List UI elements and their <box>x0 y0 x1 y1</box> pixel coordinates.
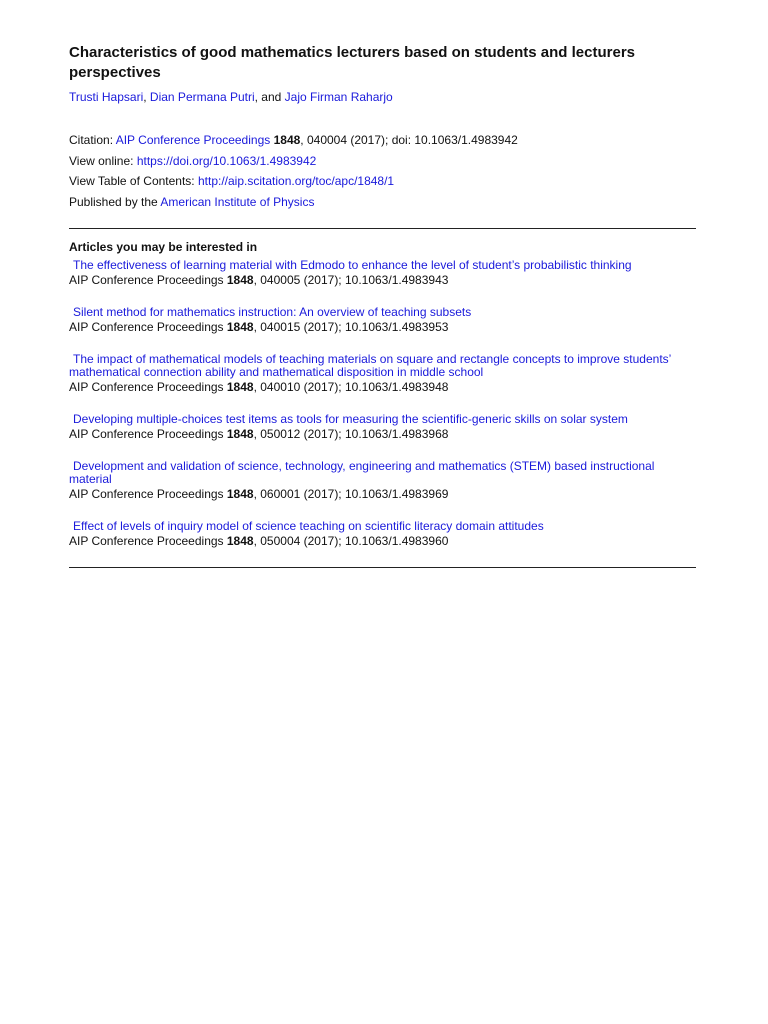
journal-link[interactable]: AIP Conference Proceedings <box>115 133 271 147</box>
doi-link[interactable]: https://doi.org/10.1063/1.4983942 <box>136 153 317 168</box>
article-journal: AIP Conference Proceedings <box>69 272 227 287</box>
citation-line <box>69 133 696 154</box>
article-journal: AIP Conference Proceedings <box>69 379 227 394</box>
article-citation <box>69 321 696 334</box>
article-title-link[interactable]: Silent method for mathematics instruction: An overview of teaching subsets <box>73 304 472 319</box>
author-link-3[interactable]: Jajo Firman Raharjo <box>284 90 393 104</box>
list-item <box>69 259 696 287</box>
divider <box>69 228 696 229</box>
article-title-link[interactable]: Effect of levels of inquiry model of science teaching on scientific literacy domain attitudes <box>73 518 544 533</box>
article-citation <box>69 488 696 501</box>
author-separator: , and <box>254 90 285 104</box>
citation-label: Citation: <box>69 133 116 147</box>
article-title-link[interactable]: The effectiveness of learning material with Edmodo to enhance the level of student’s probabilistic thinking <box>73 257 632 272</box>
author-link-2[interactable]: Dian Permana Putri <box>149 90 255 104</box>
article-citation <box>69 535 696 548</box>
list-item <box>69 460 696 501</box>
list-item <box>69 353 696 394</box>
author-link-1[interactable]: Trusti Hapsari <box>69 90 144 104</box>
publisher-line <box>69 195 696 216</box>
article-journal: AIP Conference Proceedings <box>69 319 227 334</box>
article-details: , 040010 (2017); 10.1063/1.4983948 <box>253 379 449 394</box>
article-journal: AIP Conference Proceedings <box>69 533 227 548</box>
related-articles-list <box>69 259 696 548</box>
article-details: , 060001 (2017); 10.1063/1.4983969 <box>253 486 449 501</box>
article-details: , 040015 (2017); 10.1063/1.4983953 <box>253 319 449 334</box>
article-details: , 040005 (2017); 10.1063/1.4983943 <box>253 272 449 287</box>
view-online-line <box>69 154 696 175</box>
article-volume: 1848 <box>226 486 254 501</box>
citation-details: , 040004 (2017); doi: 10.1063/1.4983942 <box>300 133 518 147</box>
related-articles-heading: Articles you may be interested in <box>69 239 258 254</box>
article-title-link[interactable]: Development and validation of science, technology, engineering and mathematics (STEM) based instructional material <box>69 458 655 486</box>
divider <box>69 567 696 568</box>
article-details: , 050012 (2017); 10.1063/1.4983968 <box>253 426 449 441</box>
article-citation <box>69 381 696 394</box>
article-volume: 1848 <box>226 319 254 334</box>
article-volume: 1848 <box>226 426 254 441</box>
article-volume: 1848 <box>226 272 254 287</box>
toc-link[interactable]: http://aip.scitation.org/toc/apc/1848/1 <box>197 174 395 189</box>
article-citation <box>69 274 696 287</box>
list-item <box>69 306 696 334</box>
author-list <box>69 90 696 105</box>
citation-volume: 1848 <box>273 133 301 147</box>
publisher-link[interactable]: American Institute of Physics <box>160 195 315 210</box>
article-details: , 050004 (2017); 10.1063/1.4983960 <box>253 533 449 548</box>
article-citation <box>69 428 696 441</box>
article-volume: 1848 <box>226 533 254 548</box>
cover-page <box>69 43 696 568</box>
article-journal: AIP Conference Proceedings <box>69 426 227 441</box>
paper-title: Characteristics of good mathematics lecturers based on students and lecturers perspectives <box>69 44 636 81</box>
publisher-label: Published by the <box>69 195 161 210</box>
toc-label: View Table of Contents: <box>69 174 198 189</box>
toc-line <box>69 174 696 195</box>
article-title-link[interactable]: The impact of mathematical models of teaching materials on square and rectangle concepts to improve students’ mathematical connection ability and mathematical disposition in middle school <box>69 351 671 379</box>
article-volume: 1848 <box>226 379 254 394</box>
view-online-label: View online: <box>69 153 137 168</box>
article-title-link[interactable]: Developing multiple-choices test items as tools for measuring the scientific-generic skills on solar system <box>73 411 628 426</box>
author-separator: , <box>143 90 150 104</box>
article-journal: AIP Conference Proceedings <box>69 486 227 501</box>
citation-block <box>69 133 696 216</box>
list-item <box>69 413 696 441</box>
list-item <box>69 520 696 548</box>
